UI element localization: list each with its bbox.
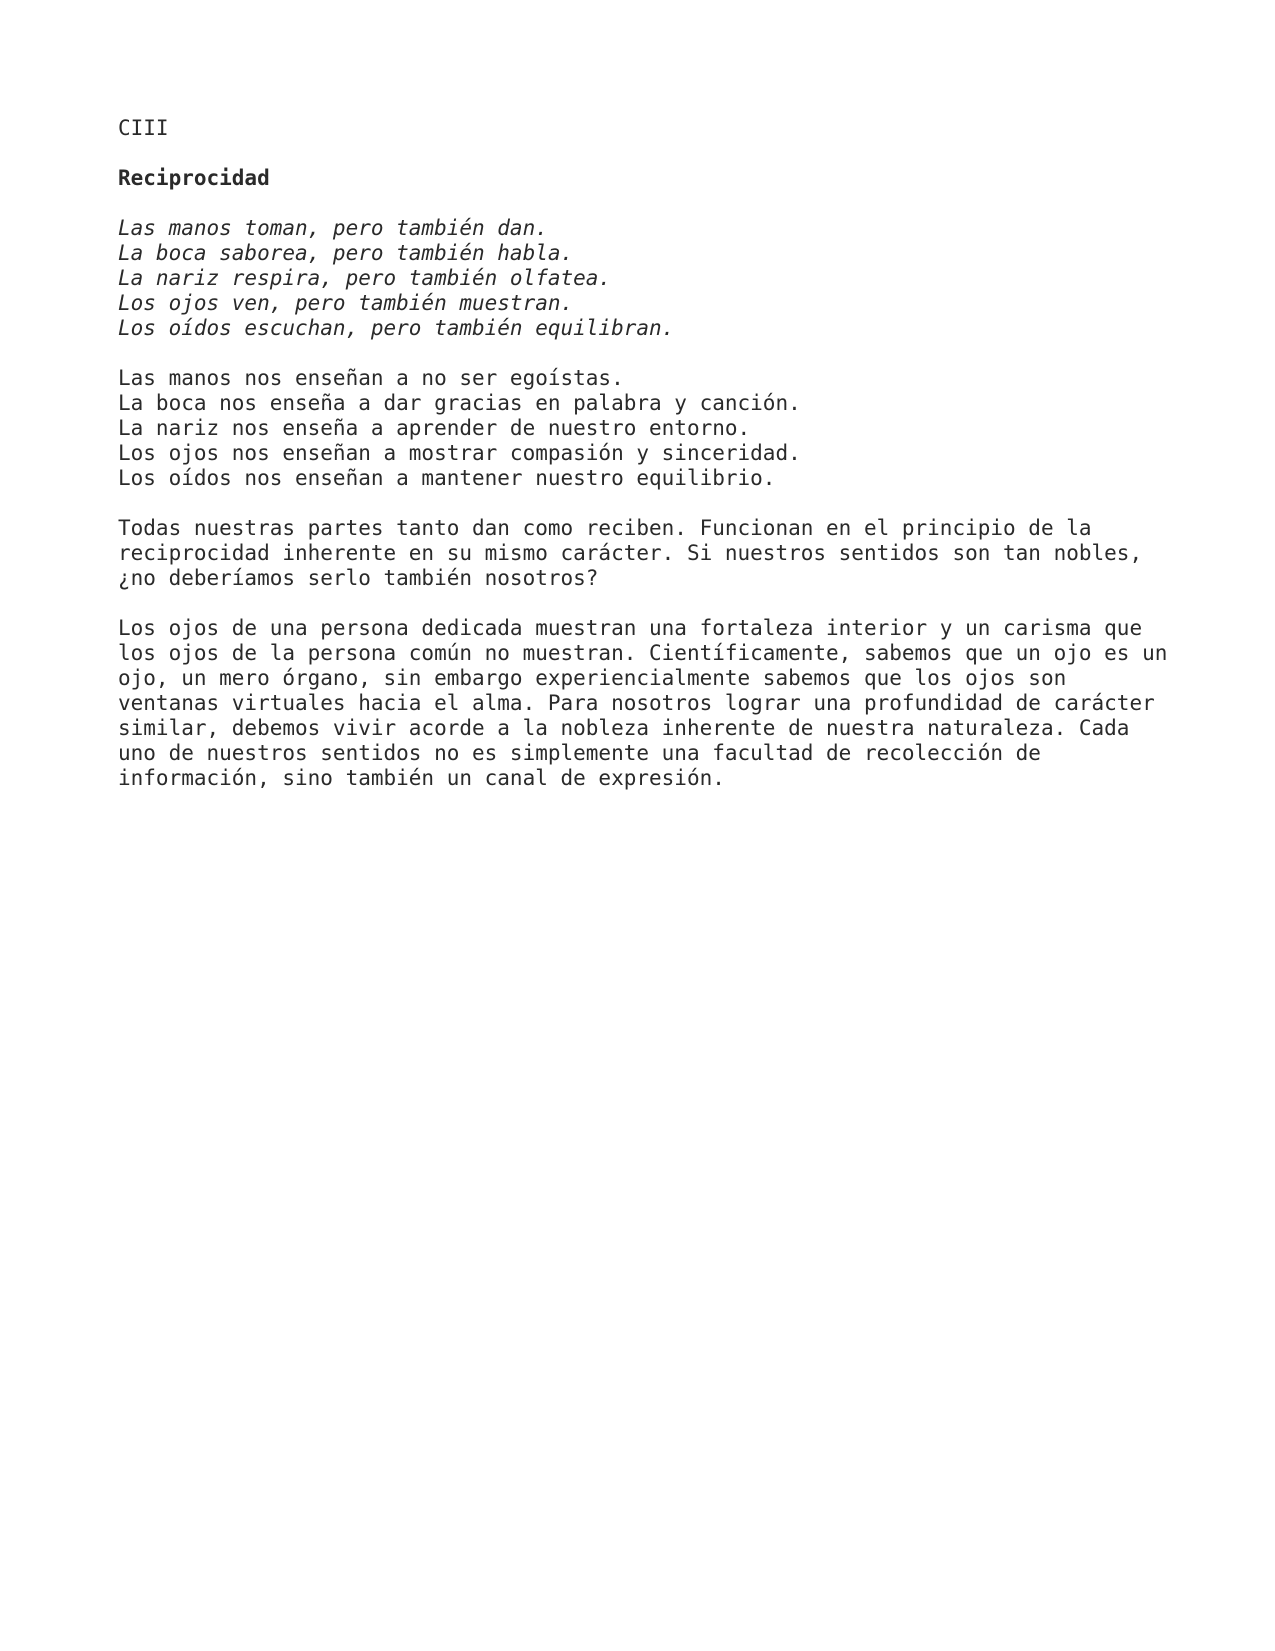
paragraph-line: información, sino también un canal de expresión. <box>118 766 725 790</box>
stanza-line: La nariz nos enseña a aprender de nuestro entorno. <box>118 416 751 440</box>
stanza-line: Las manos nos enseñan a no ser egoístas. <box>118 366 624 390</box>
chapter-title-block <box>118 166 1218 191</box>
paragraph-line: Los ojos de una persona dedicada muestran una fortaleza interior y un carisma que <box>118 616 1143 640</box>
paragraph-line: similar, debemos vivir acorde a la nobleza inherente de nuestra naturaleza. Cada <box>118 716 1130 740</box>
chapter-number: CIII <box>118 116 169 140</box>
paragraph-line: reciprocidad inherente en su mismo carácter. Si nuestros sentidos son tan nobles, <box>118 541 1143 565</box>
stanza-line: La boca saborea, pero también habla. <box>118 241 574 265</box>
paragraph-line: ventanas virtuales hacia el alma. Para nosotros lograr una profundidad de carácter <box>118 691 1155 715</box>
stanza-line: Los oídos escuchan, pero también equilibran. <box>118 316 675 340</box>
stanza-line: Los ojos ven, pero también muestran. <box>118 291 574 315</box>
paragraph-line: Todas nuestras partes tanto dan como reciben. Funcionan en el principio de la <box>118 516 1092 540</box>
paragraph-line: ojo, un mero órgano, sin embargo experiencialmente sabemos que los ojos son <box>118 666 1067 690</box>
stanza-line: La nariz respira, pero también olfatea. <box>118 266 612 290</box>
stanza-line: La boca nos enseña a dar gracias en palabra y canción. <box>118 391 801 415</box>
paragraph-line: los ojos de la persona común no muestran. Científicamente, sabemos que un ojo es un <box>118 641 1168 665</box>
chapter-number-block <box>118 116 1218 141</box>
italic-stanza <box>118 216 1218 341</box>
paragraph-line: ¿no deberíamos serlo también nosotros? <box>118 566 599 590</box>
stanza-line: Los ojos nos enseñan a mostrar compasión y sinceridad. <box>118 441 801 465</box>
paragraph-line: uno de nuestros sentidos no es simplemente una facultad de recolección de <box>118 741 1041 765</box>
paragraph-2 <box>118 616 1218 791</box>
plain-stanza <box>118 366 1218 491</box>
stanza-line: Las manos toman, pero también dan. <box>118 216 548 240</box>
stanza-line: Los oídos nos enseñan a mantener nuestro equilibrio. <box>118 466 776 490</box>
document-page <box>118 116 1218 816</box>
chapter-title: Reciprocidad <box>118 166 270 190</box>
paragraph-1 <box>118 516 1218 591</box>
